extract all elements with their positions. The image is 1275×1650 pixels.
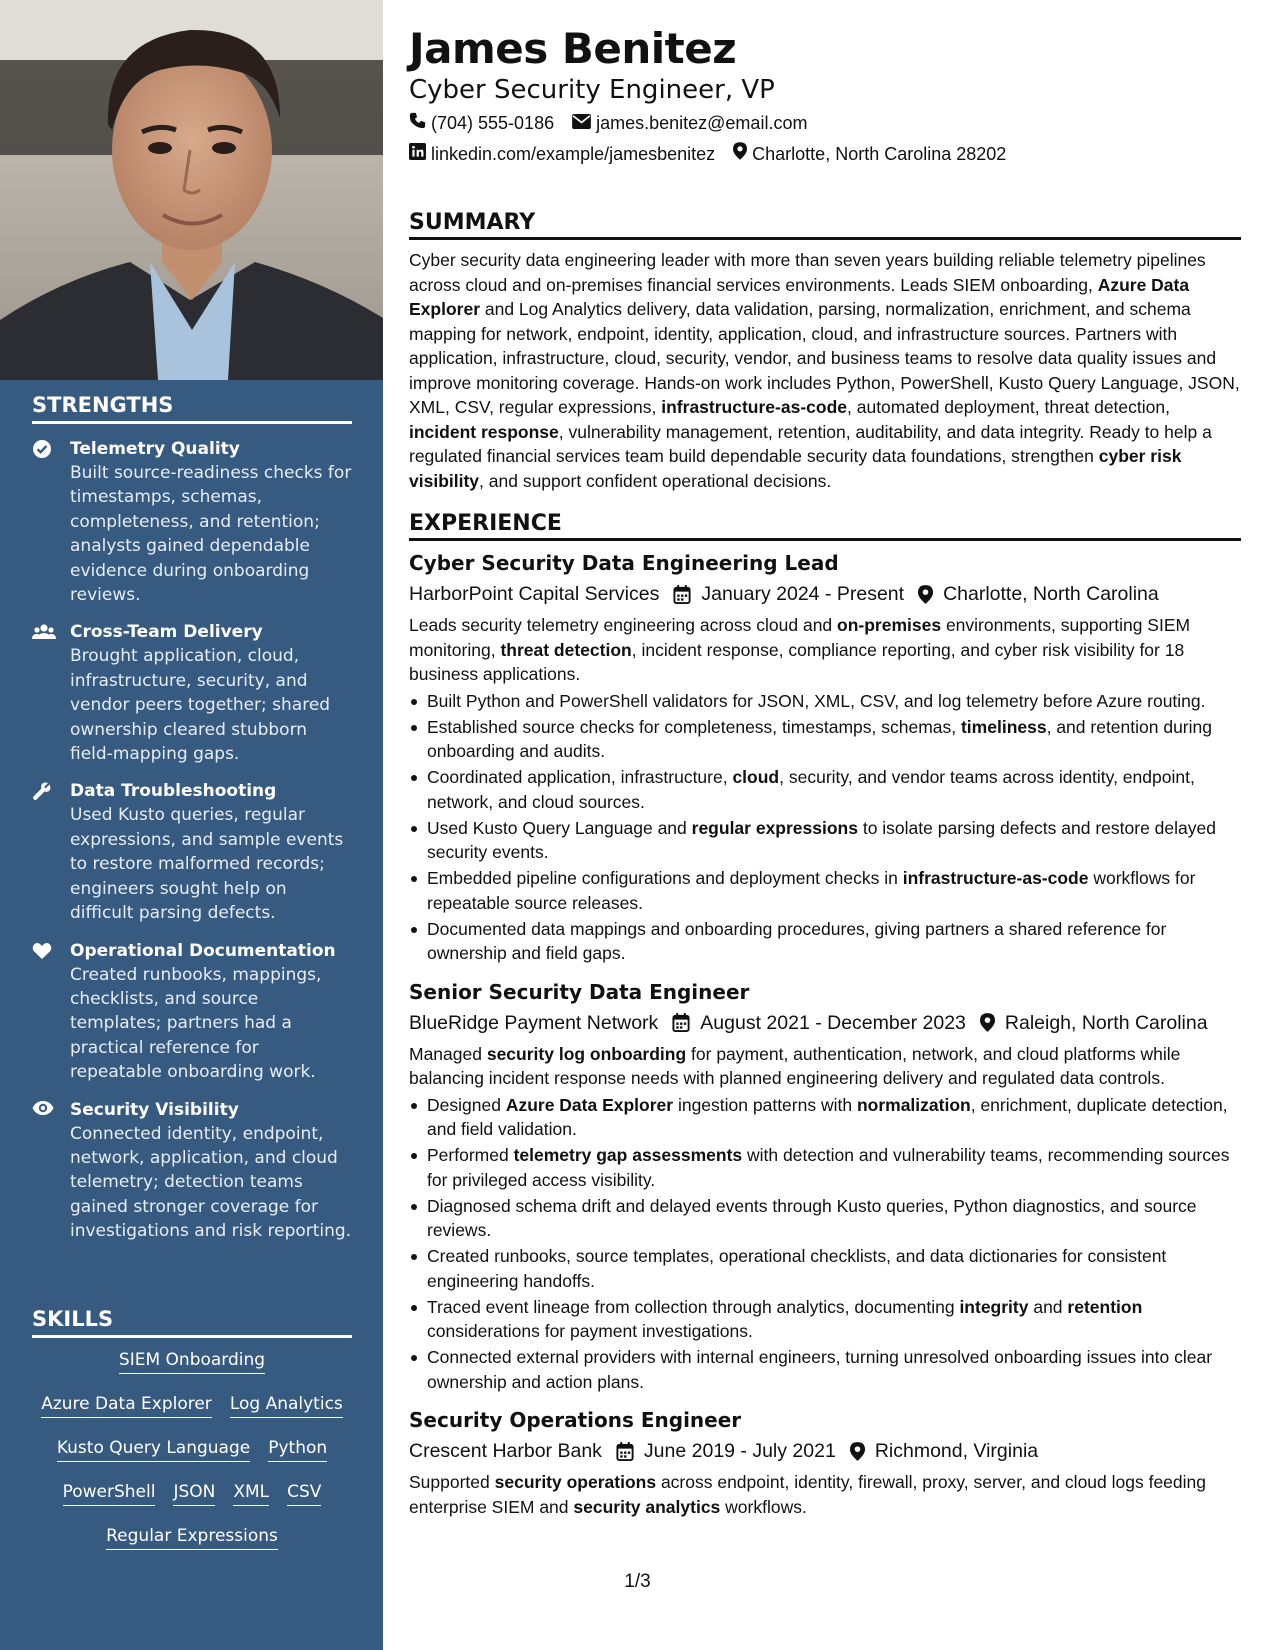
job-bullet: Embedded pipeline configurations and deployment checks in infrastructure-as-code workflows for repeatable source releases. [409, 866, 1241, 915]
strength-item [32, 620, 352, 766]
experience-section [409, 511, 1241, 1519]
sidebar [0, 0, 383, 1650]
job-location: Charlotte, North Carolina [943, 583, 1159, 605]
job-location: Raleigh, North Carolina [1004, 1011, 1208, 1034]
skill-tag: JSON [173, 1482, 215, 1506]
page-number: 1/3 [624, 1571, 651, 1592]
job-bullet: Coordinated application, infrastructure, cloud, security, and vendor teams across identity, endpoint, network, and cloud sources. [409, 765, 1241, 814]
job-meta [409, 1438, 1241, 1464]
company-name: HarborPoint Capital Services [409, 583, 660, 605]
job-bullet: Documented data mappings and onboarding procedures, giving partners a shared reference for ownership and field gaps. [409, 917, 1241, 966]
calendar-icon [616, 1442, 634, 1461]
strength-text: Connected identity, endpoint, network, application, and cloud telemetry; detection teams gained stronger coverage for investigations and risk reporting. [70, 1123, 352, 1242]
candidate-name: James Benitez [409, 24, 737, 73]
experience-heading: EXPERIENCE [409, 511, 1241, 541]
strength-title: Operational Documentation [70, 940, 336, 961]
skills-heading: SKILLS [32, 1307, 352, 1338]
strength-title: Cross-Team Delivery [70, 622, 263, 643]
strength-title: Telemetry Quality [70, 439, 240, 459]
job-bullet: Used Kusto Query Language and regular expressions to isolate parsing defects and restore delayed security events. [409, 816, 1241, 865]
job-bullet: Built Python and PowerShell validators for JSON, XML, CSV, and log telemetry before Azure routing. [409, 689, 1241, 714]
map-pin-icon [733, 142, 747, 166]
contact-email[interactable]: james.benitez@email.com [572, 111, 807, 135]
strength-item [32, 437, 352, 607]
skill-tag: Python [268, 1438, 327, 1462]
skill-row [32, 1482, 352, 1506]
job-dates: June 2019 - July 2021 [643, 1440, 836, 1462]
job-description: Leads security telemetry engineering across cloud and on-premises environments, supporting SIEM monitoring, threat detection, incident response, compliance reporting, and cyber risk visibility for 18 business applications. [409, 615, 1191, 684]
contact-phone[interactable]: (704) 555-0186 [409, 111, 554, 135]
job-bullet: Traced event lineage from collection through analytics, documenting integrity and retention considerations for payment investigations. [409, 1295, 1241, 1344]
job-title: Security Operations Engineer [409, 1408, 742, 1432]
job-bullet: Connected external providers with internal engineers, turning unresolved onboarding issues into clear ownership and action plans. [409, 1345, 1241, 1394]
check-circle-icon [32, 439, 54, 459]
strength-text: Used Kusto queries, regular expressions, and sample events to restore malformed records; engineers sought help on difficult parsing defects. [70, 805, 344, 924]
skill-tag: CSV [287, 1482, 321, 1506]
map-pin-icon [980, 1013, 995, 1032]
strength-item [32, 1098, 352, 1244]
skill-row [32, 1526, 352, 1550]
job-title: Senior Security Data Engineer [409, 979, 750, 1004]
skill-row [32, 1394, 352, 1418]
users-icon [32, 622, 54, 642]
job-description: Supported security operations across endpoint, identity, firewall, proxy, server, and cloud logs feeding enterprise SIEM and security analytics workflows. [409, 1472, 1207, 1517]
company-name: Crescent Harbor Bank [409, 1440, 602, 1462]
job-bullets [409, 689, 1241, 966]
job-entry [409, 1406, 1241, 1519]
skill-tag: PowerShell [63, 1482, 156, 1506]
job-meta [409, 1010, 1241, 1036]
profile-photo [0, 0, 383, 380]
skills-section [32, 1307, 352, 1550]
main-content [409, 0, 1241, 1519]
candidate-title: Cyber Security Engineer, VP [409, 75, 775, 105]
strength-title: Data Troubleshooting [70, 781, 277, 802]
skill-tag: Azure Data Explorer [41, 1394, 212, 1418]
strength-item [32, 779, 352, 925]
job-entry [409, 549, 1241, 966]
skill-row [32, 1438, 352, 1462]
skill-tag: Kusto Query Language [57, 1438, 250, 1462]
map-pin-icon [850, 1442, 865, 1461]
strengths-section [32, 393, 352, 1244]
job-bullet: Diagnosed schema drift and delayed events through Kusto queries, Python diagnostics, and source reviews. [409, 1194, 1241, 1243]
skill-row [32, 1350, 352, 1374]
contact-linkedin[interactable]: linkedin.com/example/jamesbenitez [409, 142, 715, 166]
contact-row [409, 111, 1241, 135]
summary-text: Cyber security data engineering leader with more than seven years building reliable telemetry pipelines across cloud and on-premises financial services environments. Leads SIEM onboarding, Azure Data Explorer and Log Analytics delivery, data validation, parsing, normalization, enrichment, and schema mapping for network, endpoint, identity, application, cloud, and infrastructure sources. Partners with application, infrastructure, cloud, security, vendor, and business teams to resolve data quality issues and improve monitoring coverage. Hands-on work includes Python, PowerShell, Kusto Query Language, JSON, XML, CSV, regular expressions, infrastructure-as-code, automated deployment, threat detection, incident response, vulnerability management, retention, auditability, and data integrity. Ready to help a regulated financial services team build dependable security data foundations, strengthen cyber risk visibility, and support confident operational decisions. [409, 250, 1240, 491]
map-pin-icon [918, 585, 933, 604]
linkedin-icon [409, 142, 426, 166]
skill-tag: Regular Expressions [106, 1526, 278, 1550]
job-bullet: Designed Azure Data Explorer ingestion patterns with normalization, enrichment, duplicate detection, and field validation. [409, 1093, 1241, 1142]
summary-section [409, 210, 1241, 493]
job-dates: August 2021 - December 2023 [700, 1011, 966, 1034]
strengths-heading: STRENGTHS [32, 393, 352, 424]
job-meta [409, 581, 1241, 607]
company-name: BlueRidge Payment Network [409, 1011, 659, 1034]
job-bullet: Established source checks for completeness, timestamps, schemas, timeliness, and retention during onboarding and audits. [409, 715, 1241, 764]
calendar-icon [672, 1013, 690, 1032]
strength-text: Brought application, cloud, infrastructure, security, and vendor peers together; shared ownership cleared stubborn field-mapping gaps. [70, 646, 331, 765]
experience-roles [409, 549, 1241, 1519]
job-bullet: Created runbooks, source templates, operational checklists, and data dictionaries for consistent engineering handoffs. [409, 1244, 1241, 1293]
heart-icon [32, 941, 54, 961]
strength-title: Security Visibility [70, 1099, 239, 1120]
job-bullet: Performed telemetry gap assessments with detection and vulnerability teams, recommending sources for privileged access visibility. [409, 1143, 1241, 1192]
envelope-icon [572, 111, 591, 135]
skills-list [32, 1350, 352, 1550]
skill-tag: Log Analytics [230, 1394, 343, 1418]
wrench-icon [32, 781, 54, 801]
job-description: Managed security log onboarding for payment, authentication, network, and cloud platforms while balancing incident response needs with planned engineering delivery and regulated data controls. [409, 1043, 1181, 1088]
skill-tag: XML [233, 1482, 269, 1506]
calendar-icon [673, 585, 691, 604]
strength-text: Built source-readiness checks for timestamps, schemas, completeness, and retention; analysts gained dependable evidence during onboarding reviews. [70, 463, 352, 606]
strength-item [32, 939, 352, 1085]
job-entry [409, 978, 1241, 1395]
phone-icon [409, 111, 426, 135]
skill-tag: SIEM Onboarding [119, 1350, 265, 1374]
job-title: Cyber Security Data Engineering Lead [409, 551, 839, 575]
contact-location: Charlotte, North Carolina 28202 [733, 142, 1006, 166]
job-location: Richmond, Virginia [874, 1440, 1039, 1462]
job-dates: January 2024 - Present [701, 583, 905, 605]
contact-row [409, 142, 1241, 166]
summary-heading: SUMMARY [409, 210, 1241, 240]
job-bullets [409, 1093, 1241, 1395]
eye-icon [32, 1100, 54, 1120]
strength-text: Created runbooks, mappings, checklists, and source templates; partners had a practical reference for repeatable onboarding work. [70, 964, 322, 1083]
